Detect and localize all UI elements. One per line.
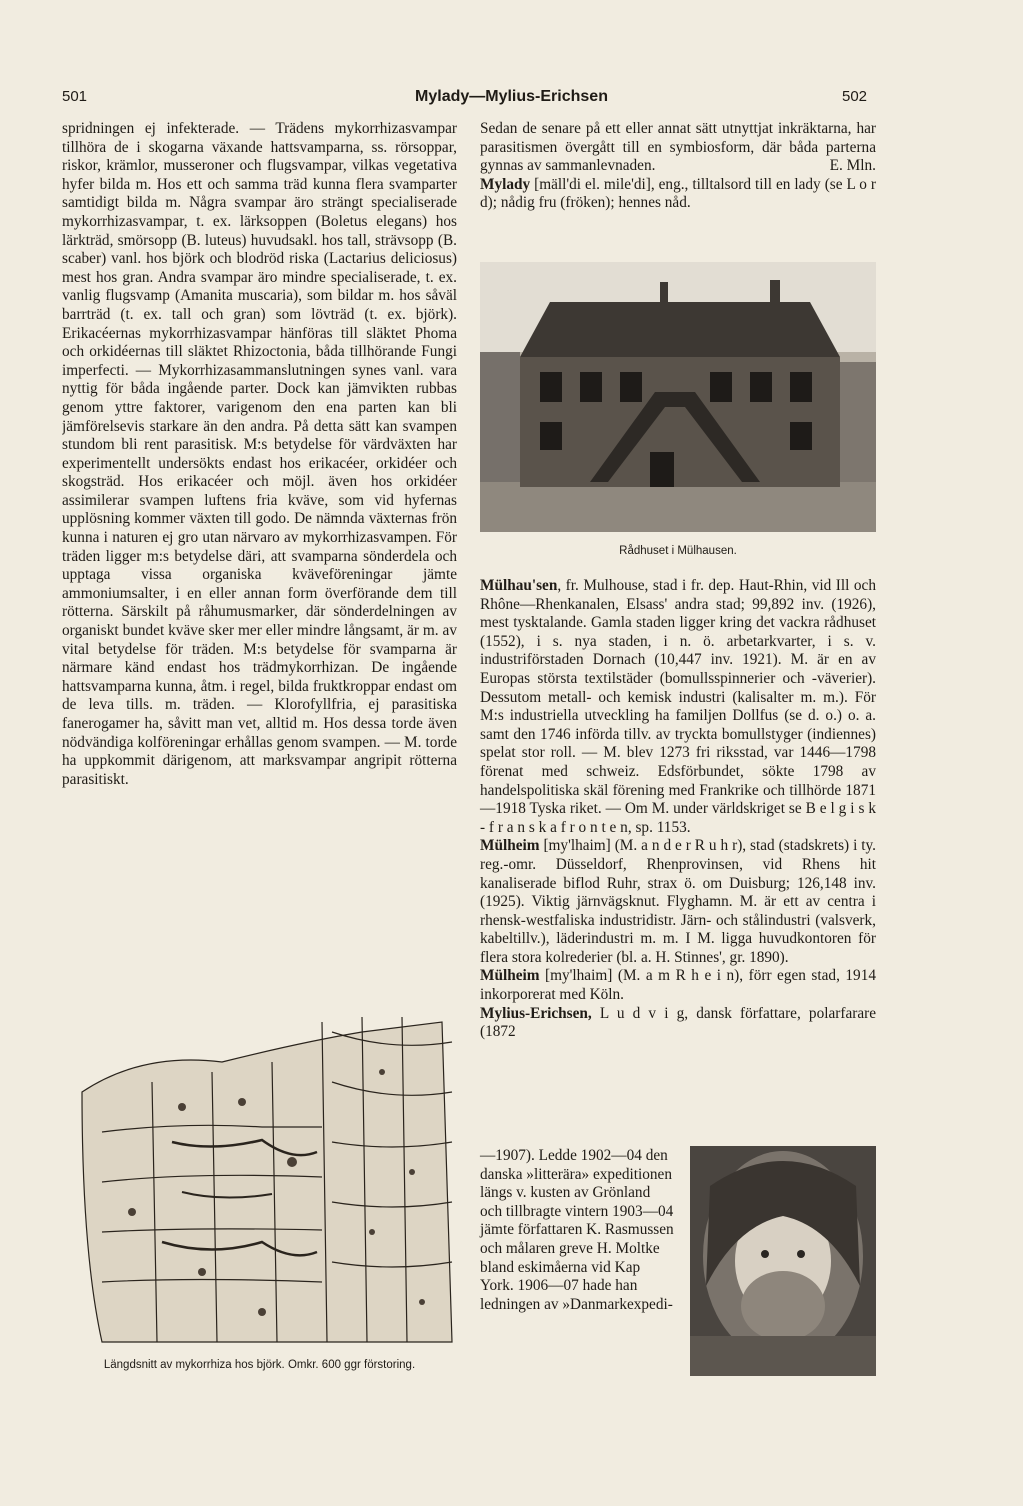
- headword-mulheim-rhein: Mülheim: [480, 967, 540, 985]
- right-column-middle: [480, 577, 876, 1042]
- mulhausen-text: , fr. Mulhouse, stad i fr. dep. Haut-Rhin, vid Ill och Rhône—Rhenkanalen, Elsass' andra stad; 99,892 inv. (1926), mest tysktalande. Gamla staden ligger kring det vackra rådhuset (1552), i s. nya staden, i n. ö. arbetarkvarter, i s. v. industriförstaden Dornach (10,447 inv. 1921). M. är en av Europas största textilstäder (bomullsspinnerier och -väverier). Dessutom metall- och kemisk industri (kalisalter m. m.). För M:s industriella utveckling ha familjen Dollfus (se d. o.) o. a. samt den 1746 införda tillv. av tryckta bomullstyger (indiennes) spelat stor roll. — M. blev 1273 fri riksstad, var 1446—1798 förenat med schweiz. Edsförbundet, sökte 1798 av handelspolitiska skäl förening med Frankrike och tillhörde 1871—1918 Tyska riket. — Om M. under världskriget se B e l g i s k - f r a n s k a f r o n t e n, sp. 1153.: [480, 577, 876, 836]
- right-page-number: 502: [842, 88, 868, 105]
- mykorrhiza-text: spridningen ej infekterade. — Trädens mykorrhizasvampar tillhöra de i skogarna växande hattsvamparna, ss. rörsoppar, riskor, krämlor, musseroner och flugsvampar, vilkas vegetativa hyfer bilda m. Hos ett och samma träd kunna flera svamparter samtidigt bilda m. Några svampar äro strängt specialiserade mykorrhizasvampar, t. ex. lärksoppen (Boletus elegans) hos lärkträd, smörsopp (B. luteus) huvudsakl. hos tall, strävsopp (B. scaber) vanl. hos björk och blodröd riska (Lactarius deliciosus) mest hos gran. Andra svampar äro mindre specialiserade, t. ex. vanlig flugsvamp (Amanita muscaria), som bildar m. hos såväl barrträd (t. ex. tall och gran) som lövträd (t. ex. björk). Erikacéernas mykorrhizasvampar hänföras till släktet Phoma och orkidéernas till släktet Rhizoctonia, båda tillhörande Fungi imperfecti. — Mykorrhizasammanslutningen synes vanl. vara nyttig för båda ingående parter. Dock kan jämvikten rubbas genom yttre faktorer, varigenom den ena parten kan bli jämförelsevis starkare än den andra. På detta sätt kan svampen stundom bli rent parasitisk. M:s betydelse för värdväxten har experimentellt undersökts endast hos erikacéer, orkidéer och skogsträd. Hos erikacéer och möjl. även hos orkidéer assimilerar svampen luftens fria kväve, som vid hyfernas upplösning kommer växten till godo. De nämnda växternas frön kunna i naturen ej gro utan närvaro av mykorrhizasvampen. För träden ligger m:s betydelse däri, att svamparna sönderdela och upptaga vissa organiska kväveföreningar jämte ammoniumsalter, i en eller annan form överförande dem till rötterna. Särskilt på råhumusmarker, där sönderdelningen av organiskt bundet kväve sker mer eller mindre långsamt, är m. av vital betydelse för träden. M:s betydelse för svamparna är närmare känd endast hos trädmykorrhizan. De ingående hattsvamparna kunna, åtm. i regel, bilda fruktkroppar endast om de leva tills. m. träden. — Klorofyllfria, ej parasitiska fanerogamer ha, såvitt man vet, alltid m. Hos dessa torde även nödvändiga kolföreningar erhållas genom svampen. — M. torde ha uppkommit därigenom, att marksvampar angripit rötterna parasitiskt.: [62, 120, 457, 788]
- mycorrhiza-micrograph: [62, 1012, 462, 1352]
- right-column-top: [480, 120, 876, 213]
- mulheim-rhein-text: [my'lhaim] (M. a m R h e i n), förr egen stad, 1914 inkorporerat med Köln.: [480, 967, 876, 1004]
- portrait-photo: [690, 1146, 876, 1376]
- headword-mylius-erichsen: Mylius-Erichsen,: [480, 1004, 592, 1022]
- mylius-erichsen-intro: L u d v i g, dansk författare, polarfarare (1872: [480, 1004, 877, 1041]
- mykorrhiza-continuation: Sedan de senare på ett eller annat sätt utnyttjat inkräktarna, har parasitismen övergått till en symbiosform, där båda parterna gynnas av sammanlevnaden.: [480, 120, 876, 175]
- headword-mulheim-ruhr: Mülheim: [480, 837, 540, 855]
- micrograph-caption: Längdsnitt av mykorrhiza hos björk. Omkr. 600 ggr förstoring.: [103, 1359, 416, 1371]
- headword-mulhausen: Mülhau'sen: [480, 577, 558, 594]
- left-column: [62, 120, 457, 988]
- mylius-erichsen-text: —1907). Ledde 1902—04 den danska »litterära» expeditionen längs v. kusten av Grönland och tillbragte vintern 1903—04 jämte författaren K. Rasmussen och målaren greve H. Moltke bland eskimåerna vid Kap York. 1906—07 hade han ledningen av »Danmarkexpedi-: [480, 1147, 674, 1313]
- town-hall-caption: Rådhuset i Mülhausen.: [619, 545, 737, 557]
- mylady-text: [mäll'di el. mile'di], eng., tilltalsord till en lady (se L o r d); nådig fru (fröken); hennes nåd.: [480, 175, 876, 212]
- mulheim-ruhr-text: [my'lhaim] (M. a n d e r R u h r), stad (stadskrets) i ty. reg.-omr. Düsseldorf, Rhenprovinsen, vid Rhens hit kanaliserade biflod Ruhr, strax ö. om Duisburg; 126,148 inv. (1925). Viktig järnvägsknut. Flyghamn. M. är ett av centra i rhensk-westfaliska industridistr. Järn- och stålindustri (valsverk, kabeltillv.), läderindustri m. m. I M. ligga huvudkontoren för flera stora kolrederier (bl. a. H. Stinnes', gr. 1890).: [480, 837, 876, 966]
- right-column-bottom: [480, 1147, 674, 1314]
- headword-mylady: Mylady: [480, 175, 531, 193]
- town-hall-photo: [480, 262, 876, 532]
- left-page-number: 501: [62, 88, 88, 105]
- author-signature: E. Mln.: [829, 157, 876, 175]
- running-head: Mylady—Mylius-Erichsen: [415, 88, 608, 105]
